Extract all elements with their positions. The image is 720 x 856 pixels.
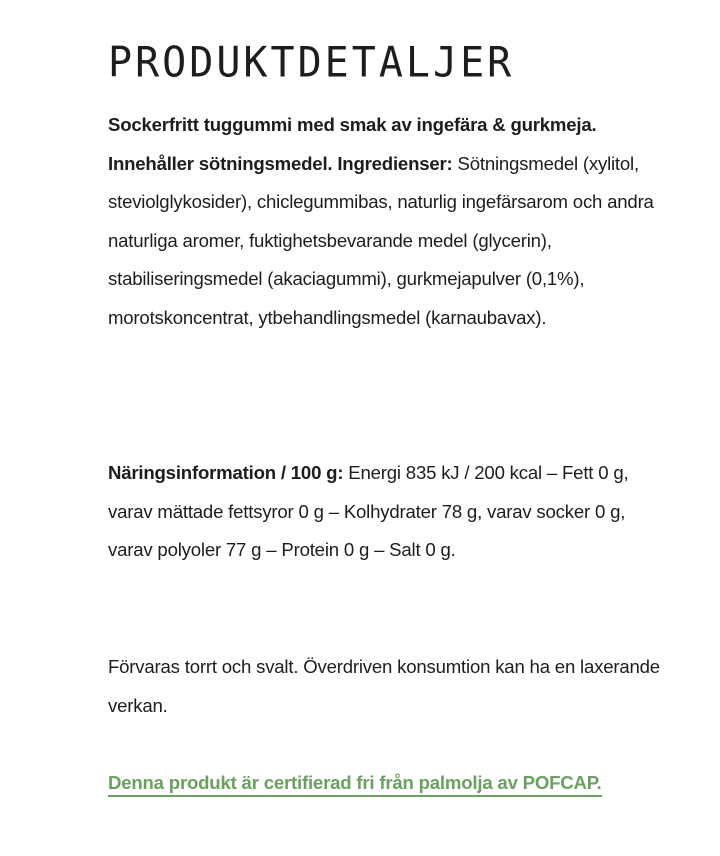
- nutrition-paragraph: [108, 454, 668, 570]
- ingredients-text: Sötningsmedel (xylitol, steviolglykosider), chiclegummibas, naturlig ingefärsarom och andra naturliga aromer, fuktighetsbevarande medel (glycerin), stabiliseringsmedel (akaciagummi), gurkmejapulver (0,1%), morotskoncentrat, ytbehandlingsmedel (karnaubavax).: [108, 152, 654, 328]
- nutrition-text: Energi 835 kJ / 200 kcal – Fett 0 g, varav mättade fettsyror 0 g – Kolhydrater 78 g, varav socker 0 g, varav polyoler 77 g – Protein 0 g – Salt 0 g.: [108, 462, 629, 561]
- sweetener-note: Innehåller sötningsmedel.: [108, 152, 333, 174]
- product-intro: Sockerfritt tuggummi med smak av ingefära & gurkmeja.: [108, 114, 597, 135]
- palm-oil-certification-link[interactable]: Denna produkt är certifierad fri från palmolja av POFCAP.: [108, 772, 602, 797]
- page-title: PRODUKTDETALJER: [108, 38, 515, 88]
- ingredients-paragraph: [108, 106, 668, 338]
- certification-paragraph: [108, 764, 668, 803]
- storage-paragraph: Förvaras torrt och svalt. Överdriven konsumtion kan ha en laxerande verkan.: [108, 656, 660, 716]
- product-details-section: [108, 0, 668, 793]
- nutrition-label: Näringsinformation / 100 g:: [108, 462, 344, 483]
- ingredients-label: Ingredienser:: [337, 152, 453, 174]
